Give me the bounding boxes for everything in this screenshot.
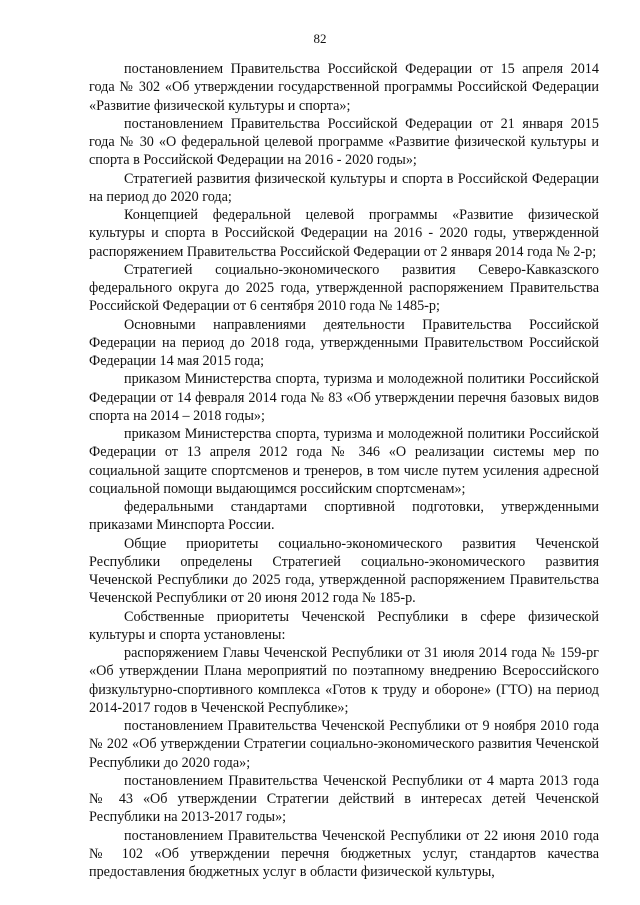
paragraph-government-directions: Основными направлениями деятельности Правительства Российской Федерации на период до 2018 года, утвержденными Правительством Российской Федерации 14 мая 2015 года; (89, 316, 599, 369)
paragraph-order-159rg: распоряжением Главы Чеченской Республики от 31 июля 2014 года № 159-рг «Об утверждении Плана мероприятий по поэтапному внедрению Всероссийского физкультурно-спортивного комплекса «Готов к труду и обороне» (ГТО) на период 2014-2017 годов в Чеченской Республике»; (89, 645, 599, 716)
paragraph-decree-202: постановлением Правительства Чеченской Республики от 9 ноября 2010 года № 202 «Об утверждении Стратегии социально-экономического развития Чеченской Республики до 2020 года»; (89, 718, 599, 771)
paragraph-decree-30: постановлением Правительства Российской Федерации от 21 января 2015 года № 30 «О федеральной целевой программе «Развитие физической культуры и спорта в Российской Федерации на 2016 - 2020 годы»; (89, 115, 599, 169)
paragraph-order-346: приказом Министерства спорта, туризма и молодежной политики Российской Федерации от 13 апреля 2012 года № 346 «О реализации системы мер по социальной защите спортсменов и тренеров, в том числе путем усиления адресной социальной помощи выдающимся российским спортсменам»; (89, 426, 599, 497)
page-number: 82 (313, 31, 327, 46)
paragraph-general-priorities: Общие приоритеты социально-экономического развития Чеченской Республики определены Стратегией социально-экономического развития Чеченской Республики до 2025 года, утвержденной распоряжением Правительства Чеченской Республики от 20 июня 2012 года № 185-р. (89, 535, 599, 607)
paragraph-decree-302: постановлением Правительства Российской Федерации от 15 апреля 2014 года № 302 «Об утверждении государственной программы Российской Федерации «Развитие физической культуры и спорта»; (89, 61, 599, 114)
paragraph-strategy-2020: Стратегией развития физической культуры и спорта в Российской Федерации на период до 2020 года; (89, 170, 599, 205)
paragraph-decree-43: постановлением Правительства Чеченской Республики от 4 марта 2013 года № 43 «Об утверждении Стратегии действий в интересах детей Чеченской Республики на 2013-2017 годы»; (89, 772, 599, 826)
paragraph-decree-102: постановлением Правительства Чеченской Республики от 22 июня 2010 года № 102 «Об утверждении перечня бюджетных услуг, стандартов качества предоставления бюджетных услуг в области физической культуры, (89, 827, 599, 880)
paragraph-order-83: приказом Министерства спорта, туризма и молодежной политики Российской Федерации от 14 февраля 2014 года № 83 «Об утверждении перечня базовых видов спорта на 2014 – 2018 годы»; (89, 371, 599, 424)
paragraph-north-caucasus-strategy: Стратегией социально-экономического развития Северо-Кавказского федерального округа до 2025 года, утвержденной распоряжением Правительства Российской Федерации от 6 сентября 2010 года № 1485-р; (89, 261, 599, 315)
paragraph-concept-program: Концепцией федеральной целевой программы «Развитие физической культуры и спорта в Российской Федерации на 2016 - 2020 годы, утвержденной распоряжением Правительства Российской Федерации от 2 января 2014 года № 2-р; (89, 207, 599, 260)
paragraph-own-priorities: Собственные приоритеты Чеченской Республики в сфере физической культуры и спорта установлены: (89, 608, 599, 643)
paragraph-federal-standards: федеральными стандартами спортивной подготовки, утвержденными приказами Минспорта России. (89, 499, 599, 534)
document-body (89, 60, 599, 881)
